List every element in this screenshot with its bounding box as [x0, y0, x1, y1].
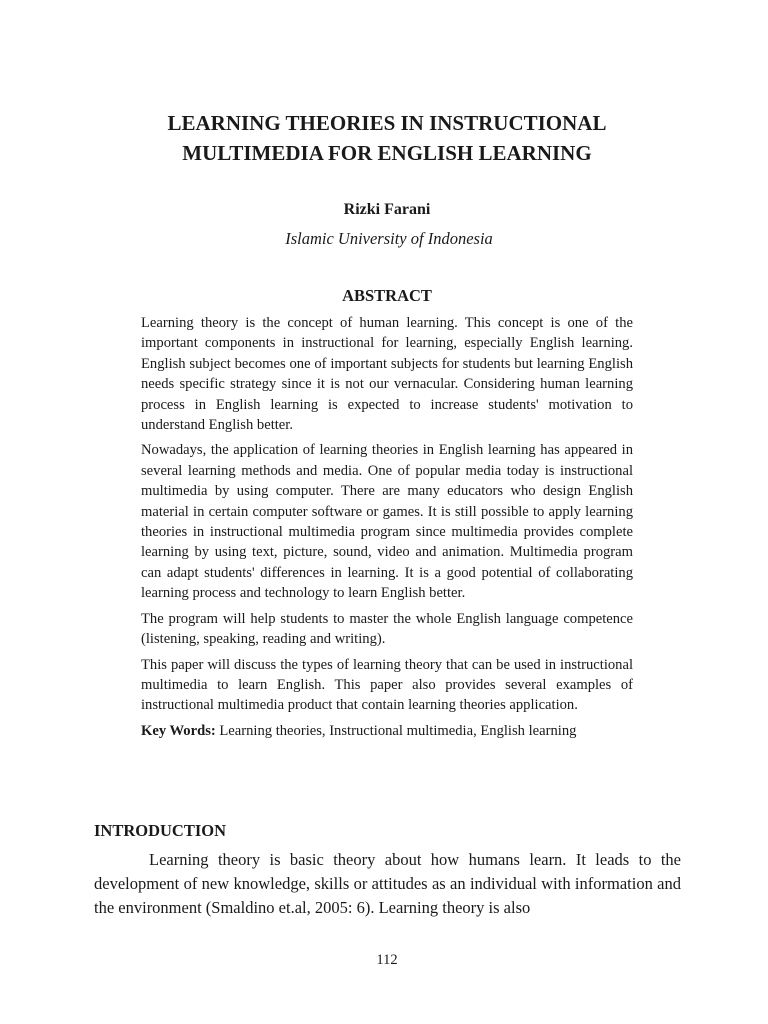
introduction-heading: INTRODUCTION [94, 821, 227, 840]
title-line-2: MULTIMEDIA FOR ENGLISH LEARNING [182, 141, 592, 165]
abstract-heading: ABSTRACT [342, 286, 432, 305]
abstract-body [141, 313, 633, 746]
introduction-paragraph: Learning theory is basic theory about how humans learn. It leads to the development of new knowledge, skills or attitudes as an individual with information and the environment (Smaldino et.al, 2005: 6). Learning theory is also [94, 850, 681, 917]
abstract-paragraph-3: The program will help students to master the whole English language competence (listening, speaking, reading and writing). [141, 610, 633, 648]
author-name: Rizki Farani [343, 201, 431, 218]
keywords [141, 721, 633, 741]
introduction-body [94, 848, 681, 920]
author-affiliation: Islamic University of Indonesia [285, 229, 493, 248]
page-number: 112 [376, 952, 398, 968]
paper-title [100, 108, 674, 168]
abstract-paragraph-4: This paper will discuss the types of learning theory that can be used in instructional multimedia to learn English. This paper also provides several examples of instructional multimedia product that contain learning theories application. [141, 656, 633, 714]
keywords-text: Learning theories, Instructional multimedia, English learning [215, 722, 577, 739]
abstract-paragraph-1: Learning theory is the concept of human learning. This concept is one of the important components in instructional for learning, especially English learning. English subject becomes one of important subjects for students but learning English needs specific strategy since it is not our vernacular. Considering human learning process in English learning is expected to increase students' motivation to understand English better. [141, 315, 633, 434]
abstract-paragraph-2: Nowadays, the application of learning theories in English learning has appeared in several learning methods and media. One of popular media today is instructional multimedia by using computer. There are many educators who design English material in certain computer software or games. It is still possible to apply learning theories in instructional multimedia program since multimedia provides complete learning by using text, picture, sound, video and animation. Multimedia program can adapt students' differences in learning. It is a good potential of collaborating learning process and technology to learn English better. [141, 442, 633, 602]
title-line-1: LEARNING THEORIES IN INSTRUCTIONAL [167, 111, 607, 135]
keywords-label: Key Words: [141, 722, 216, 739]
